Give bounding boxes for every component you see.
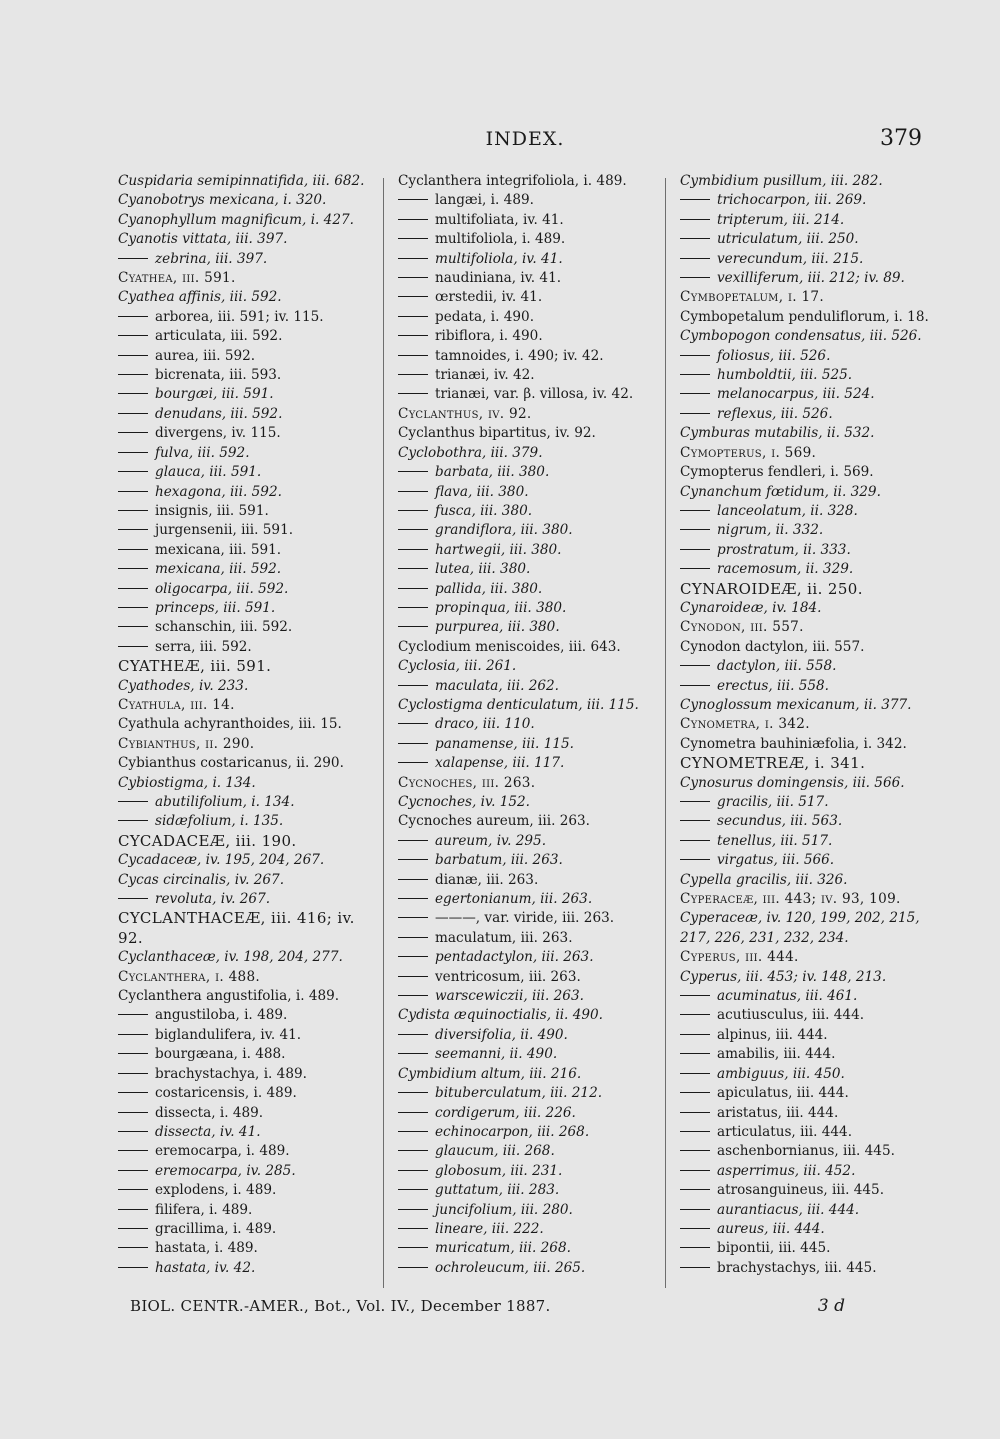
index-entry: asperrimus, iii. 452. <box>680 1162 930 1181</box>
index-entry: humboldtii, iii. 525. <box>680 366 930 385</box>
column-divider <box>665 178 666 1288</box>
index-entry: flava, iii. 380. <box>398 483 656 502</box>
index-entry: aristatus, iii. 444. <box>680 1104 930 1123</box>
index-entry: diversifolia, ii. 490. <box>398 1026 656 1045</box>
index-entry: pallida, iii. 380. <box>398 580 656 599</box>
index-entry: echinocarpon, iii. 268. <box>398 1123 656 1142</box>
index-entry: Cyclodium meniscoides, iii. 643. <box>398 638 621 655</box>
index-entry: fulva, iii. 592. <box>118 444 370 463</box>
index-entry: oligocarpa, iii. 592. <box>118 580 370 599</box>
index-entry: aureum, iv. 295. <box>398 832 656 851</box>
index-entry: glaucum, iii. 268. <box>398 1142 656 1161</box>
index-entry: fusca, iii. 380. <box>398 502 656 521</box>
index-entry: eremocarpa, iv. 285. <box>118 1162 370 1181</box>
index-entry: Cynometra bauhiniæfolia, i. 342. <box>680 735 907 752</box>
index-entry: panamense, iii. 115. <box>398 735 656 754</box>
index-entry: Cybianthus costaricanus, ii. 290. <box>118 755 344 772</box>
index-entry: purpurea, iii. 380. <box>398 618 656 637</box>
index-entry: atrosanguineus, iii. 445. <box>680 1181 930 1200</box>
index-entry: Cyperaceæ, iii. 443; iv. 93, 109. <box>680 891 901 908</box>
index-entry: ventricosum, iii. 263. <box>398 968 656 987</box>
index-entry: Cycadaceæ, iv. 195, 204, 267. <box>118 852 325 869</box>
index-entry: egertonianum, iii. 263. <box>398 890 656 909</box>
index-entry: bourgæana, i. 488. <box>118 1045 370 1064</box>
index-entry: Cyclanthera angustifolia, i. 489. <box>118 988 340 1005</box>
index-entry: aschenbornianus, iii. 445. <box>680 1142 930 1161</box>
index-entry: Cyclosia, iii. 261. <box>398 658 517 675</box>
index-entry: glauca, iii. 591. <box>118 463 370 482</box>
index-entry: gracillima, i. 489. <box>118 1220 370 1239</box>
index-entry: Cynosurus domingensis, iii. 566. <box>680 774 905 791</box>
index-entry: juncifolium, iii. 280. <box>398 1201 656 1220</box>
index-entry: tenellus, iii. 517. <box>680 832 930 851</box>
index-entry: lutea, iii. 380. <box>398 560 656 579</box>
index-entry: apiculatus, iii. 444. <box>680 1084 930 1103</box>
index-entry: multifoliola, iv. 41. <box>398 250 656 269</box>
index-entry: utriculatum, iii. 250. <box>680 230 930 249</box>
index-entry: dissecta, i. 489. <box>118 1104 370 1123</box>
index-entry: multifoliola, i. 489. <box>398 230 656 249</box>
index-entry: draco, iii. 110. <box>398 715 656 734</box>
index-entry: acutiusculus, iii. 444. <box>680 1006 930 1025</box>
index-entry: lanceolatum, ii. 328. <box>680 502 930 521</box>
index-entry: filifera, i. 489. <box>118 1201 370 1220</box>
index-entry: Cyperus, iii. 453; iv. 148, 213. <box>680 968 887 985</box>
index-entry: princeps, iii. 591. <box>118 599 370 618</box>
index-entry: bicrenata, iii. 593. <box>118 366 370 385</box>
index-entry: Cyathula, iii. 14. <box>118 696 235 713</box>
index-entry: hexagona, iii. 592. <box>118 483 370 502</box>
index-entry: Cynoglossum mexicanum, ii. 377. <box>680 696 912 713</box>
index-entry: dactylon, iii. 558. <box>680 657 930 676</box>
index-entry: Cyanotis vittata, iii. 397. <box>118 231 288 248</box>
index-entry: cordigerum, iii. 226. <box>398 1104 656 1123</box>
index-entry: Cymbopogon condensatus, iii. 526. <box>680 328 922 345</box>
index-entry: Cymopterus fendleri, i. 569. <box>680 464 874 481</box>
index-entry: vexilliferum, iii. 212; iv. 89. <box>680 269 930 288</box>
index-entry: Cyanobotrys mexicana, i. 320. <box>118 192 327 209</box>
index-entry: abutilifolium, i. 134. <box>118 793 370 812</box>
page-title: INDEX. <box>485 128 565 150</box>
index-entry: pedata, i. 490. <box>398 308 656 327</box>
index-entry: Cyclanthera integrifoliola, i. 489. <box>398 173 627 189</box>
index-entry: hastata, iv. 42. <box>118 1259 370 1278</box>
index-entry: bipontii, iii. 445. <box>680 1239 930 1258</box>
index-entry: insignis, iii. 591. <box>118 502 370 521</box>
index-entry: Cynometra, i. 342. <box>680 716 810 733</box>
index-entry: Cycnoches, iii. 263. <box>398 774 536 791</box>
index-entry: serra, iii. 592. <box>118 638 370 657</box>
index-entry: trichocarpon, iii. 269. <box>680 191 930 210</box>
index-entry: prostratum, ii. 333. <box>680 541 930 560</box>
index-entry: jurgensenii, iii. 591. <box>118 521 370 540</box>
index-column-3 <box>680 172 930 1278</box>
index-entry: maculata, iii. 262. <box>398 677 656 696</box>
index-entry: Cyathodes, iv. 233. <box>118 677 249 694</box>
index-entry: amabilis, iii. 444. <box>680 1045 930 1064</box>
index-entry: barbatum, iii. 263. <box>398 851 656 870</box>
index-entry: Cyclanthera, i. 488. <box>118 968 261 985</box>
index-entry: virgatus, iii. 566. <box>680 851 930 870</box>
index-entry: alpinus, iii. 444. <box>680 1026 930 1045</box>
index-entry: brachystachya, i. 489. <box>118 1065 370 1084</box>
index-entry: verecundum, iii. 215. <box>680 250 930 269</box>
index-entry: Cyclanthaceæ, iv. 198, 204, 277. <box>118 949 343 966</box>
index-column-2 <box>398 172 656 1278</box>
index-entry: explodens, i. 489. <box>118 1181 370 1200</box>
index-entry: Cybiostigma, i. 134. <box>118 774 256 791</box>
index-entry: Cyclanthus bipartitus, iv. 92. <box>398 425 596 442</box>
index-entry: Cyathea, iii. 591. <box>118 270 236 287</box>
index-entry: bourgæi, iii. 591. <box>118 385 370 404</box>
index-entry: eremocarpa, i. 489. <box>118 1142 370 1161</box>
index-entry: Cypella gracilis, iii. 326. <box>680 871 848 888</box>
index-entry: Cybianthus, ii. 290. <box>118 735 255 752</box>
index-entry: Cynodon dactylon, iii. 557. <box>680 638 865 655</box>
index-entry: bituberculatum, iii. 212. <box>398 1084 656 1103</box>
index-entry: CYNOMETREÆ, i. 341. <box>680 754 866 773</box>
index-entry: divergens, iv. 115. <box>118 424 370 443</box>
index-entry: seemanni, ii. 490. <box>398 1045 656 1064</box>
index-entry: erectus, iii. 558. <box>680 677 930 696</box>
index-entry: ———, var. viride, iii. 263. <box>398 909 656 928</box>
index-entry: CYCLANTHACEÆ, iii. 416; iv. 92. <box>118 909 355 947</box>
index-entry: ochroleucum, iii. 265. <box>398 1259 656 1278</box>
index-entry: revoluta, iv. 267. <box>118 890 370 909</box>
index-entry: zebrina, iii. 397. <box>118 250 370 269</box>
index-entry: aurea, iii. 592. <box>118 347 370 366</box>
index-entry: CYATHEÆ, iii. 591. <box>118 657 272 676</box>
index-column-1 <box>118 172 370 1278</box>
index-entry: Cyclobothra, iii. 379. <box>398 444 543 461</box>
index-entry: schanschin, iii. 592. <box>118 618 370 637</box>
index-entry: Cyclostigma denticulatum, iii. 115. <box>398 696 639 713</box>
index-entry: lineare, iii. 222. <box>398 1220 656 1239</box>
index-entry: gracilis, iii. 517. <box>680 793 930 812</box>
index-entry: pentadactylon, iii. 263. <box>398 948 656 967</box>
index-entry: brachystachys, iii. 445. <box>680 1259 930 1278</box>
index-entry: reflexus, iii. 526. <box>680 405 930 424</box>
index-entry: hastata, i. 489. <box>118 1239 370 1258</box>
index-entry: Cyathula achyranthoides, iii. 15. <box>118 716 342 733</box>
index-entry: sidæfolium, i. 135. <box>118 812 370 831</box>
index-entry: biglandulifera, iv. 41. <box>118 1026 370 1045</box>
index-entry: mexicana, iii. 591. <box>118 541 370 560</box>
index-entry: propinqua, iii. 380. <box>398 599 656 618</box>
index-entry: articulata, iii. 592. <box>118 327 370 346</box>
index-entry: multifoliata, iv. 41. <box>398 211 656 230</box>
index-entry: œrstedii, iv. 41. <box>398 288 656 307</box>
index-entry: Cymbopetalum, i. 17. <box>680 289 824 306</box>
index-entry: muricatum, iii. 268. <box>398 1239 656 1258</box>
index-entry: Cymbidium pusillum, iii. 282. <box>680 173 883 189</box>
index-entry: CYCADACEÆ, iii. 190. <box>118 831 297 850</box>
index-entry: hartwegii, iii. 380. <box>398 541 656 560</box>
index-entry: Cynaroideæ, iv. 184. <box>680 599 822 616</box>
index-entry: globosum, iii. 231. <box>398 1162 656 1181</box>
index-entry: maculatum, iii. 263. <box>398 929 656 948</box>
index-entry: Cycnoches aureum, iii. 263. <box>398 813 590 830</box>
footer-source: BIOL. CENTR.-AMER., Bot., Vol. IV., December 1887. <box>130 1297 551 1315</box>
page-number: 379 <box>880 126 922 151</box>
index-entry: guttatum, iii. 283. <box>398 1181 656 1200</box>
index-entry: foliosus, iii. 526. <box>680 347 930 366</box>
index-entry: Cymbopetalum penduliflorum, i. 18. <box>680 308 929 325</box>
index-entry: Cymburas mutabilis, ii. 532. <box>680 425 875 442</box>
index-entry: denudans, iii. 592. <box>118 405 370 424</box>
index-entry: tamnoides, i. 490; iv. 42. <box>398 347 656 366</box>
index-entry: naudiniana, iv. 41. <box>398 269 656 288</box>
index-entry: Cydista æquinoctialis, ii. 490. <box>398 1007 603 1024</box>
index-entry: articulatus, iii. 444. <box>680 1123 930 1142</box>
index-entry: CYNAROIDEÆ, ii. 250. <box>680 579 863 598</box>
index-entry: langæi, i. 489. <box>398 191 656 210</box>
index-entry: Cyperaceæ, iv. 120, 199, 202, 215, 217, 226, 231, 232, 234. <box>680 910 920 946</box>
index-entry: secundus, iii. 563. <box>680 812 930 831</box>
index-entry: melanocarpus, iii. 524. <box>680 385 930 404</box>
index-entry: mexicana, iii. 592. <box>118 560 370 579</box>
index-entry: Cyclanthus, iv. 92. <box>398 405 532 422</box>
index-entry: Cynodon, iii. 557. <box>680 619 804 636</box>
index-entry: trianæi, iv. 42. <box>398 366 656 385</box>
index-entry: grandiflora, iii. 380. <box>398 521 656 540</box>
index-entry: warscewiczii, iii. 263. <box>398 987 656 1006</box>
index-entry: Cyathea affinis, iii. 592. <box>118 289 282 306</box>
index-entry: aureus, iii. 444. <box>680 1220 930 1239</box>
index-entry: tripterum, iii. 214. <box>680 211 930 230</box>
index-entry: Cyanophyllum magnificum, i. 427. <box>118 211 354 228</box>
index-entry: dianæ, iii. 263. <box>398 871 656 890</box>
index-entry: ambiguus, iii. 450. <box>680 1065 930 1084</box>
index-entry: nigrum, ii. 332. <box>680 521 930 540</box>
index-entry: aurantiacus, iii. 444. <box>680 1201 930 1220</box>
index-entry: Cymopterus, i. 569. <box>680 444 817 461</box>
index-entry: acuminatus, iii. 461. <box>680 987 930 1006</box>
index-entry: arborea, iii. 591; iv. 115. <box>118 308 370 327</box>
index-entry: Cycnoches, iv. 152. <box>398 794 530 810</box>
index-entry: Cymbidium altum, iii. 216. <box>398 1065 582 1082</box>
index-entry: xalapense, iii. 117. <box>398 754 656 773</box>
index-entry: barbata, iii. 380. <box>398 463 656 482</box>
index-entry: Cynanchum fœtidum, ii. 329. <box>680 483 881 500</box>
index-entry: trianæi, var. β. villosa, iv. 42. <box>398 385 656 404</box>
index-entry: ribiflora, i. 490. <box>398 327 656 346</box>
index-entry: costaricensis, i. 489. <box>118 1084 370 1103</box>
index-entry: angustiloba, i. 489. <box>118 1006 370 1025</box>
index-entry: Cuspidaria semipinnatifida, iii. 682. <box>118 173 365 189</box>
index-entry: Cyperus, iii. 444. <box>680 949 799 966</box>
signature-mark: 3 d <box>817 1296 845 1316</box>
index-entry: dissecta, iv. 41. <box>118 1123 370 1142</box>
column-divider <box>383 178 384 1288</box>
index-entry: Cycas circinalis, iv. 267. <box>118 871 285 888</box>
index-entry: racemosum, ii. 329. <box>680 560 930 579</box>
